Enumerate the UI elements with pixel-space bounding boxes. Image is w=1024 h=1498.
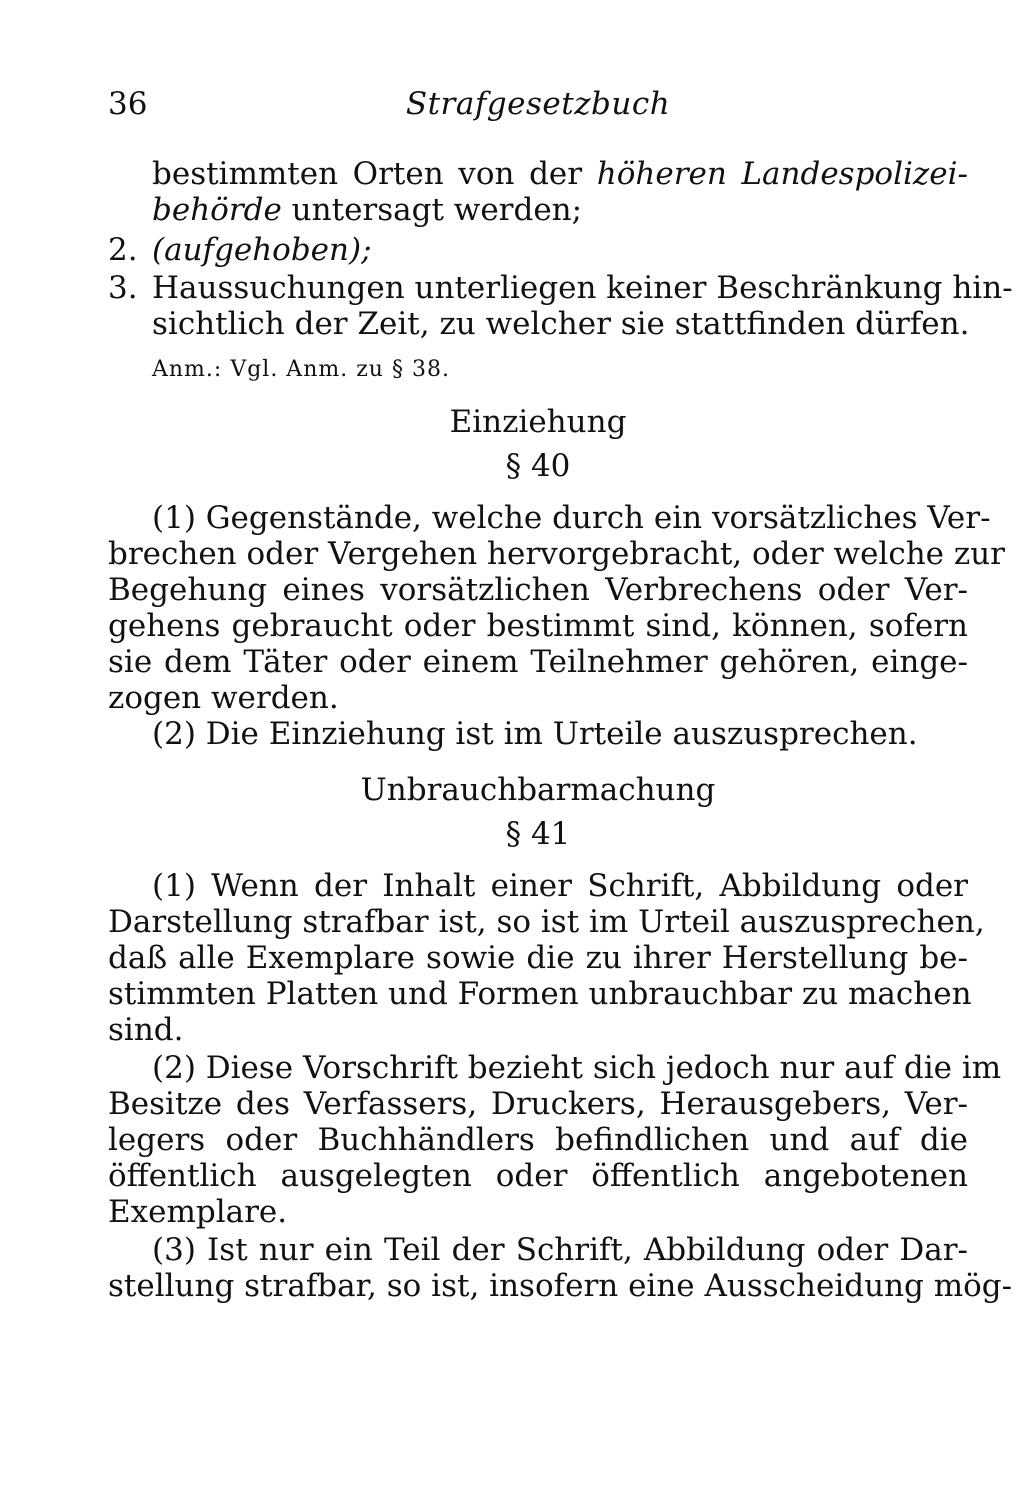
paragraph-line: stimmten Platten und Formen unbrauchbar zu machen (108, 976, 972, 1012)
paragraph-line: (1) Gegenstände, welche durch ein vorsätzliches Ver- (152, 500, 991, 536)
paragraph-number: § 40 (505, 448, 571, 484)
paragraph-line: (2) Diese Vorschrift bezieht sich jedoch nur auf die im (152, 1050, 1002, 1086)
paragraph-line: sind. (108, 1012, 184, 1048)
annotation-note: Anm.: Vgl. Anm. zu § 38. (152, 357, 450, 382)
paragraph-line: legers oder Buchhändlers befindlichen und auf die (108, 1122, 968, 1158)
page-header (108, 86, 968, 130)
continuation-emphasis: höheren Landespolizei- (596, 156, 968, 192)
paragraph-number: § 41 (505, 816, 571, 852)
page-number: 36 (108, 86, 148, 122)
continuation-emphasis: behörde (152, 192, 282, 228)
list-item (108, 232, 968, 268)
running-title: Strafgesetzbuch (405, 86, 671, 122)
paragraph-line: stellung strafbar, so ist, insofern eine Ausscheidung mög- (108, 1268, 1013, 1304)
item-text-continuation: sichtlich der Zeit, zu welcher sie stattfinden dürfen. (152, 306, 970, 342)
paragraph-line: (1) Wenn der Inhalt einer Schrift, Abbildung oder (152, 868, 968, 904)
paragraph-line: Exemplare. (108, 1194, 288, 1230)
paragraph-line: (2) Die Einziehung ist im Urteile auszusprechen. (152, 716, 918, 752)
paragraph-line: Besitze des Verfassers, Druckers, Herausgebers, Ver- (108, 1086, 968, 1122)
item-number: 3. (108, 270, 138, 306)
paragraph-line: daß alle Exemplare sowie die zu ihrer Herstellung be- (108, 940, 968, 976)
paragraph-line: Darstellung strafbar ist, so ist im Urteil auszusprechen, (108, 904, 985, 940)
continuation-line-2 (152, 192, 968, 228)
continuation-line-1 (152, 156, 968, 192)
list-item (108, 270, 1013, 306)
continuation-text: bestimmten Orten von der (152, 156, 597, 192)
continuation-text: untersagt werden; (281, 192, 583, 228)
paragraph-line: (3) Ist nur ein Teil der Schrift, Abbildung oder Dar- (152, 1232, 968, 1268)
section-heading: Unbrauchbarmachung (360, 772, 716, 808)
paragraph-line: brechen oder Vergehen hervorgebracht, oder welche zur (108, 536, 1005, 572)
book-page (108, 0, 1013, 1498)
paragraph-line: gehens gebraucht oder bestimmt sind, können, sofern (108, 608, 968, 644)
paragraph-line: sie dem Täter oder einem Teilnehmer gehören, einge- (108, 644, 968, 680)
item-number: 2. (108, 232, 138, 268)
paragraph-line: öffentlich ausgelegten oder öffentlich angebotenen (108, 1158, 968, 1194)
item-text: Haussuchungen unterliegen keiner Beschränkung hin- (152, 270, 1013, 306)
item-text: (aufgehoben); (152, 232, 372, 268)
paragraph-line: zogen werden. (108, 680, 339, 716)
section-heading: Einziehung (449, 404, 627, 440)
paragraph-line: Begehung eines vorsätzlichen Verbrechens oder Ver- (108, 572, 968, 608)
